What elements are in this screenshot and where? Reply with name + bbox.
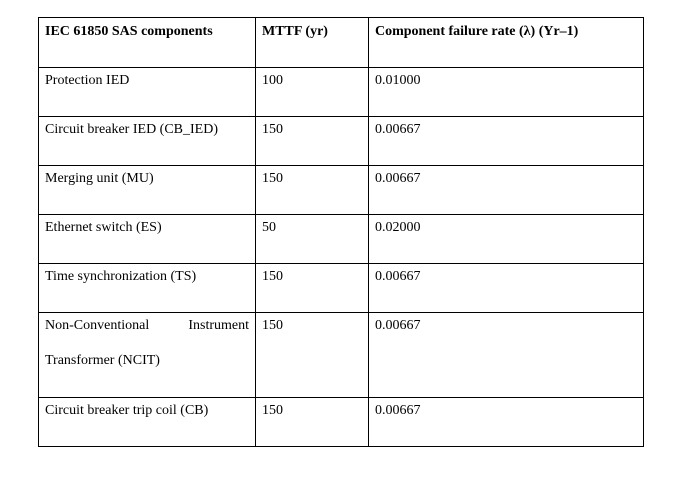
table-row bbox=[39, 166, 644, 215]
header-mttf: MTTF (yr) bbox=[256, 18, 369, 68]
table-row bbox=[39, 264, 644, 313]
failure-rate-cell: 0.00667 bbox=[369, 264, 644, 313]
component-cell: Time synchronization (TS) bbox=[39, 264, 256, 313]
table-header-row bbox=[39, 18, 644, 68]
failure-rate-table bbox=[38, 17, 644, 447]
mttf-cell: 50 bbox=[256, 215, 369, 264]
component-cell: Circuit breaker trip coil (CB) bbox=[39, 398, 256, 447]
failure-rate-cell: 0.02000 bbox=[369, 215, 644, 264]
table-row bbox=[39, 313, 644, 398]
component-line-1: Non-Conventional Instrument bbox=[45, 318, 249, 333]
mttf-cell: 150 bbox=[256, 313, 369, 398]
header-failure-rate: Component failure rate (λ) (Yr–1) bbox=[369, 18, 644, 68]
table-row bbox=[39, 117, 644, 166]
component-cell: Protection IED bbox=[39, 68, 256, 117]
component-cell: Ethernet switch (ES) bbox=[39, 215, 256, 264]
component-cell bbox=[39, 313, 256, 398]
component-line-2: Transformer (NCIT) bbox=[45, 353, 160, 368]
mttf-cell: 150 bbox=[256, 166, 369, 215]
failure-rate-cell: 0.00667 bbox=[369, 313, 644, 398]
table-row bbox=[39, 68, 644, 117]
mttf-cell: 150 bbox=[256, 398, 369, 447]
component-cell: Circuit breaker IED (CB_IED) bbox=[39, 117, 256, 166]
table-row bbox=[39, 398, 644, 447]
component-cell: Merging unit (MU) bbox=[39, 166, 256, 215]
failure-rate-cell: 0.00667 bbox=[369, 398, 644, 447]
mttf-cell: 100 bbox=[256, 68, 369, 117]
header-components: IEC 61850 SAS components bbox=[39, 18, 256, 68]
failure-rate-cell: 0.00667 bbox=[369, 166, 644, 215]
failure-rate-cell: 0.00667 bbox=[369, 117, 644, 166]
mttf-cell: 150 bbox=[256, 117, 369, 166]
mttf-cell: 150 bbox=[256, 264, 369, 313]
table-row bbox=[39, 215, 644, 264]
failure-rate-cell: 0.01000 bbox=[369, 68, 644, 117]
